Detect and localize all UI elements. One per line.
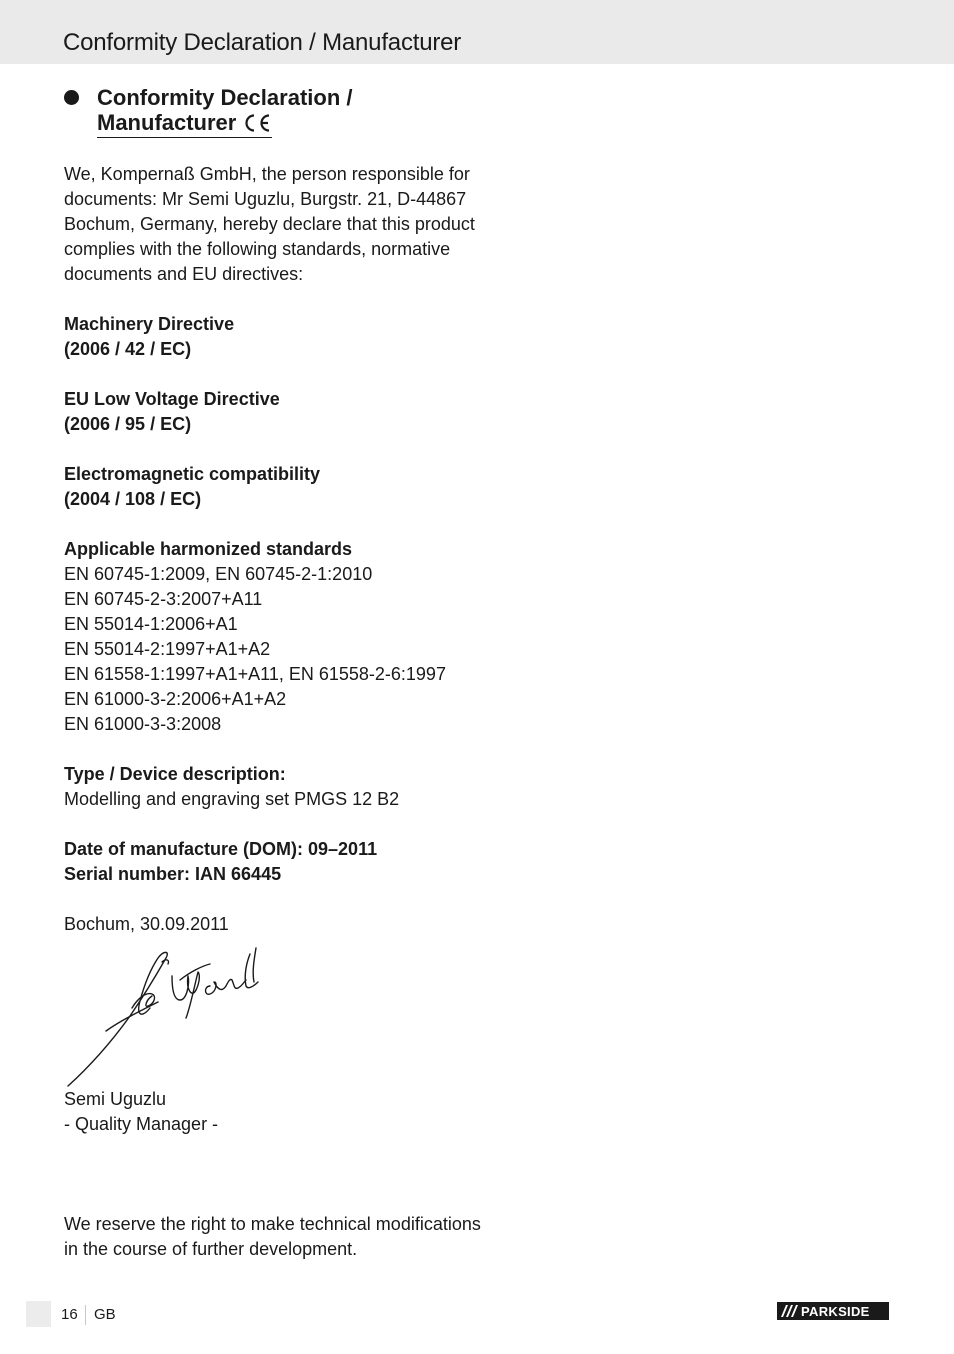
device-heading: Type / Device description: [64, 764, 286, 784]
intro-line: Bochum, Germany, hereby declare that this product [64, 214, 475, 234]
parkside-logo [777, 1302, 889, 1320]
section-heading [97, 85, 352, 138]
standards-block [64, 537, 484, 737]
footer-marker [26, 1301, 51, 1327]
standards-heading: Applicable harmonized standards [64, 539, 353, 559]
footer-divider [85, 1305, 86, 1325]
directive-emc [64, 462, 484, 512]
section-bullet-icon [64, 90, 79, 105]
standard-item: EN 61000-3-2:2006+A1+A2 [64, 689, 287, 709]
place-date-text: Bochum, 30.09.2011 [64, 914, 229, 934]
declaration-body [64, 162, 484, 1262]
intro-paragraph [64, 162, 484, 287]
signatory-role: - Quality Manager - [64, 1114, 219, 1134]
standard-item: EN 55014-2:1997+A1+A2 [64, 639, 271, 659]
manufacture-block [64, 837, 484, 887]
header-title: Conformity Declaration / Manufacturer [63, 29, 462, 56]
standard-item: EN 60745-1:2009, EN 60745-2-1:2010 [64, 564, 373, 584]
brand-text: PARKSIDE [801, 1304, 870, 1319]
directive-code: (2006 / 95 / EC) [64, 414, 192, 434]
section-heading-line2: Manufacturer [97, 110, 237, 135]
page-number: 16 [61, 1306, 78, 1323]
signatory-block [64, 1087, 484, 1137]
handwritten-signature [60, 946, 270, 1090]
ce-mark-icon [242, 113, 272, 133]
directive-machinery [64, 312, 484, 362]
device-block [64, 762, 484, 812]
directive-code: (2006 / 42 / EC) [64, 339, 192, 359]
directive-name: Machinery Directive [64, 314, 235, 334]
manufacture-date: Date of manufacture (DOM): 09–2011 [64, 839, 378, 859]
standard-item: EN 55014-1:2006+A1 [64, 614, 238, 634]
directive-name: Electromagnetic compatibility [64, 464, 321, 484]
serial-number: Serial number: IAN 66445 [64, 864, 282, 884]
device-description: Modelling and engraving set PMGS 12 B2 [64, 789, 400, 809]
standard-item: EN 61558-1:1997+A1+A11, EN 61558-2-6:1997 [64, 664, 446, 684]
intro-line: We, Kompernaß GmbH, the person responsible for [64, 164, 470, 184]
section-heading-line2-wrap [97, 110, 272, 138]
standard-item: EN 60745-2-3:2007+A11 [64, 589, 263, 609]
section-heading-line1: Conformity Declaration / [97, 85, 353, 110]
directive-low-voltage [64, 387, 484, 437]
notice-line: We reserve the right to make technical modifications [64, 1214, 481, 1234]
intro-line: complies with the following standards, normative [64, 239, 451, 259]
place-date [64, 912, 484, 937]
intro-line: documents: Mr Semi Uguzlu, Burgstr. 21, D-44867 [64, 189, 467, 209]
signatory-name: Semi Uguzlu [64, 1089, 167, 1109]
page-header [0, 0, 954, 64]
directive-code: (2004 / 108 / EC) [64, 489, 202, 509]
intro-line: documents and EU directives: [64, 264, 304, 284]
modification-notice [64, 1212, 484, 1262]
directive-name: EU Low Voltage Directive [64, 389, 280, 409]
standard-item: EN 61000-3-3:2008 [64, 714, 222, 734]
notice-line: in the course of further development. [64, 1239, 358, 1259]
language-code: GB [94, 1306, 116, 1323]
